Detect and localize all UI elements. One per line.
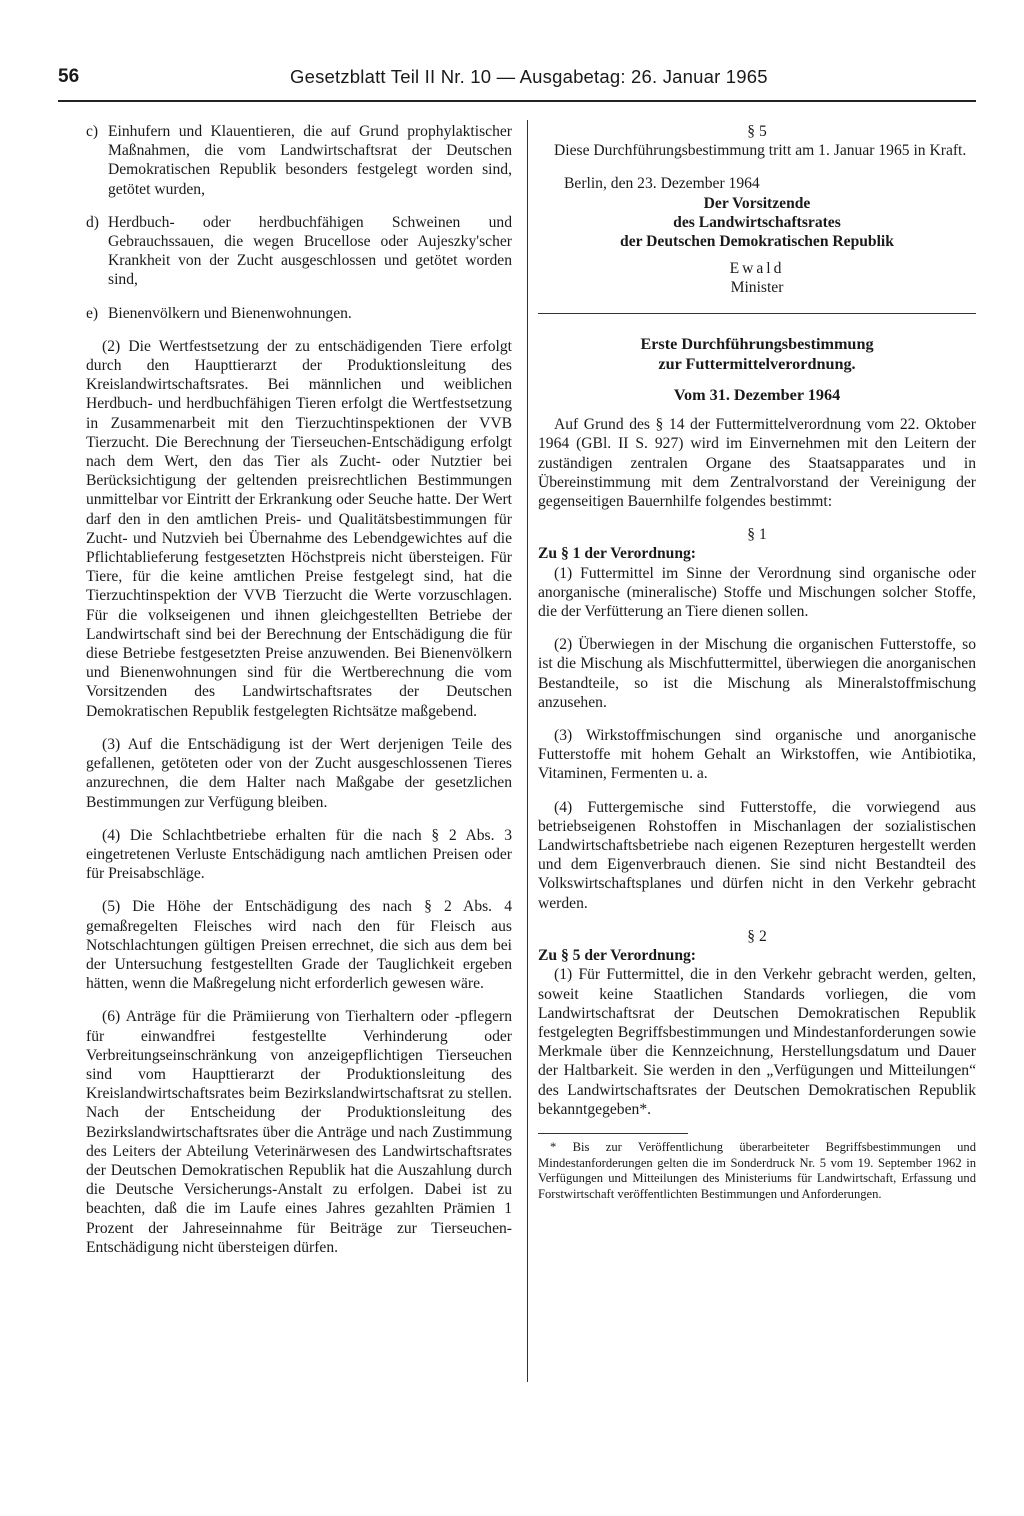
section-1-paragraph-4: (4) Futtergemische sind Futterstoffe, die vorwiegend aus betriebseigenen Rohstoffen in Mischanlagen der sozialistischen Landwirtschaftsbetriebe nach eigenen Rezepturen hergestellt werden und dem Eigenverbrauch dienen. Sie sind nicht Bestandteil des Volkswirtschaftsplanes und dürfen nicht in den Verkehr gebracht werden. bbox=[538, 798, 976, 912]
left-column bbox=[86, 122, 512, 1271]
footnote: * Bis zur Veröffentlichung überarbeiteter Begriffsbestimmungen und Mindestanforderungen gelten die im Sonderdruck Nr. 5 vom 19. September 1962 in Verfügungen und Mitteilungen des Ministeriums für Landwirtschaft, Erfassung und Forstwirtschaft veröffentlichten Bestimmungen und Anforderungen. bbox=[538, 1139, 976, 1201]
paragraph-2: (2) Die Wertfestsetzung der zu entschädigenden Tiere erfolgt durch den Haupttierarzt der Produktionsleitung des Kreislandwirtschaftsrates. Bei männlichen und weiblichen Herdbuch- und herdbuchfähigen Tieren erfolgt die Wertfestsetzung in Zusammenarbeit mit den Tierzuchtinspektionen der VVB Tierzucht. Die Berechnung der Tierseuchen-Entschädigung erfolgt nach dem Wert, den das Tier als Zucht- oder Nutztier bei Berücksichtigung der geltenden preisrechtlichen Bestimmungen unmittelbar vor Eintritt der Erkrankung oder Seuche hatte. Der Wert darf den in den amtlichen Preis- und Qualitätsbestimmungen für Zucht- und Nutzvieh bei Übernahme des Lebendgewichtes auf die Pflichtablieferung festgesetzten Höchstpreis nicht übersteigen. Für Tiere, für die keine amtlichen Preise festgelegt sind, hat die Tierzuchtinspektion der VVB Tierzucht die Werte vorzuschlagen. Für die volkseigenen und ihnen gleichgestellten Betriebe der Landwirtschaft sind bei der Berechnung der Entschädigung die für diese Betriebe festgesetzten Preise anzuwenden. Bei Bienenvölkern und Bienenwohnungen sind für die Wertberechnung die vom Vorsitzenden des Landwirtschaftsrates der Deutschen Demokratischen Republik festgelegten Richtsätze maßgebend. bbox=[86, 337, 512, 720]
list-text: Einhufern und Klauentieren, die auf Grund prophylaktischer Maßnahmen, die vom Landwirtschaftsrat der Deutschen Demokratischen Republik besonders festgelegt worden sind, getötet wurden, bbox=[108, 123, 512, 198]
section-1-heading: § 1 bbox=[747, 526, 767, 544]
paragraph-3: (3) Auf die Entschädigung ist der Wert derjenigen Teile des gefallenen, getöteten oder von der Zucht ausgeschlossenen Tieres anzurechnen, die dem Halter nach Maßgabe der gesetzlichen Bestimmungen zur Verfügung bleiben. bbox=[86, 735, 512, 811]
list-label: e) bbox=[86, 304, 99, 322]
title-line: zur Futtermittelverordnung. bbox=[658, 355, 856, 374]
section-5-text: Diese Durchführungsbestimmung tritt am 1. Januar 1965 in Kraft. bbox=[554, 142, 967, 160]
signer-name: Ewald bbox=[729, 259, 785, 277]
list-text: Herdbuch- oder herdbuchfähigen Schweinen und Gebrauchssauen, die wegen Brucellose oder Aujeszky'scher Krankheit von der Zucht ausgeschlossen und getötet worden sind, bbox=[108, 213, 512, 289]
preamble: Auf Grund des § 14 der Futtermittelverordnung vom 22. Oktober 1964 (GBl. II S. 927) wird im Einvernehmen mit den Leitern der zuständigen zentralen Organe des Staatsapparates und in Übereinstimmung mit dem Zentralvorstand der Vereinigung der gegenseitigen Bauernhilfe folgendes bestimmt: bbox=[538, 416, 976, 511]
section-2-heading: § 2 bbox=[747, 927, 767, 945]
column-divider bbox=[527, 120, 528, 1382]
section-1-subheading: Zu § 1 der Verordnung: bbox=[538, 545, 697, 563]
header-title: Gesetzblatt Teil II Nr. 10 — Ausgabetag: 26. Januar 1965 bbox=[290, 66, 768, 87]
signature-line: der Deutschen Demokratischen Republik bbox=[620, 232, 894, 250]
signature-line: Der Vorsitzende bbox=[703, 194, 811, 212]
page-header bbox=[58, 60, 976, 102]
paragraph-4: (4) Die Schlachtbetriebe erhalten für die nach § 2 Abs. 3 eingetretenen Verluste Entschädigung nach amtlichen Preisen oder für Preisabschläge. bbox=[86, 826, 512, 883]
section-1-paragraph-2: (2) Überwiegen in der Mischung die organischen Futterstoffe, so ist die Mischung als Mischfuttermittel, überwiegen die anorganischen Bestandteile, so ist die Mischung als Mineralstoffmischung anzusehen. bbox=[538, 636, 976, 711]
section-5-heading: § 5 bbox=[747, 123, 767, 140]
signature-block bbox=[538, 194, 976, 251]
list-text: Bienenvölkern und Bienenwohnungen. bbox=[108, 304, 352, 322]
list-label: d) bbox=[86, 213, 99, 231]
section-1-paragraph-3: (3) Wirkstoffmischungen sind organische und anorganische Futterstoffe mit hohem Gehalt an Wirkstoffen, wie Antibiotika, Vitaminen, Fermenten u. a. bbox=[538, 727, 976, 783]
list-item-c bbox=[86, 122, 512, 199]
list-item-e bbox=[86, 304, 512, 323]
page-number: 56 bbox=[58, 66, 80, 87]
signature-line: des Landwirtschaftsrates bbox=[673, 213, 841, 231]
paragraph-6: (6) Anträge für die Prämiierung von Tierhaltern oder -pflegern für einwandfrei festgestellte Verhinderung oder Verbreitungseinschränkung von anzeigepflichtigen Tierseuchen sind vom Haupttierarzt der Produktionsleitung des Kreislandwirtschaftsrates beim Bezirkslandwirtschaftsrat zu stellen. Nach der Entscheidung der Produktionsleitung des Bezirkslandwirtschaftsrates über die Anträge und nach Zustimmung des Leiters der Abteilung Veterinärwesen des Landwirtschaftsrates der Deutschen Demokratischen Republik hat die Auszahlung durch die Deutsche Versicherungs-Anstalt zu erfolgen. Dabei ist zu beachten, daß die im Laufe eines Jahres gezahlten Prämien 1 Prozent der Jahreseinnahme für Beiträge zur Tierseuchen-Entschädigung nicht übersteigen dürfen. bbox=[86, 1008, 512, 1256]
section-1-paragraph-1: (1) Futtermittel im Sinne der Verordnung sind organische oder anorganische (mineralische) Stoffe und Mischungen solcher Stoffe, die der Verfütterung an Tiere dienen sollen. bbox=[538, 564, 976, 621]
footnote-rule bbox=[538, 1133, 688, 1134]
section-2-subheading: Zu § 5 der Verordnung: bbox=[538, 947, 697, 965]
right-column bbox=[538, 122, 976, 1202]
regulation-date: Vom 31. Dezember 1964 bbox=[673, 386, 841, 405]
signer-role: Minister bbox=[730, 278, 784, 296]
list-item-d bbox=[86, 213, 512, 290]
paragraph-5: (5) Die Höhe der Entschädigung des nach § 2 Abs. 4 gemaßregelten Fleisches wird nach den für Fleisch aus Notschlachtungen gültigen Preisen errechnet, die sich aus dem bei der Untersuchung festgestellten Grade der Tauglichkeit ergeben hätten, wenn die Maßregelung nicht erforderlich gewesen wäre. bbox=[86, 898, 512, 993]
place-date: Berlin, den 23. Dezember 1964 bbox=[564, 175, 760, 193]
list-label: c) bbox=[86, 123, 99, 140]
title-line: Erste Durchführungsbestimmung bbox=[640, 335, 874, 354]
section-2-paragraph-1: (1) Für Futtermittel, die in den Verkehr gebracht werden, gelten, soweit keine Staatlichen Standards vorliegen, die vom Landwirtschaftsrat der Deutschen Demokratischen Republik festgelegten Begriffsbestimmungen und Mindestanforderungen sowie Merkmale über die Kennzeichnung, Herstellungsdatum und Dauer der Haltbarkeit. Sie werden in den „Verfügungen und Mitteilungen“ des Landwirtschaftsrates der Deutschen Demokratischen Republik bekanntgegeben*. bbox=[538, 966, 976, 1118]
section-rule bbox=[538, 313, 976, 314]
regulation-title bbox=[538, 334, 976, 374]
